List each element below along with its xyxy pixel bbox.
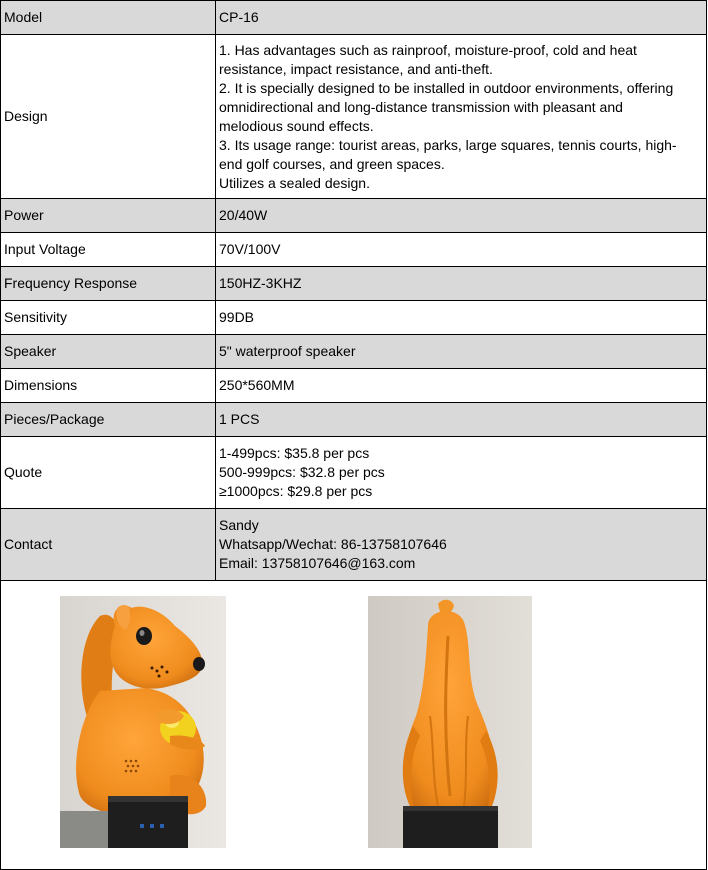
row-dimensions bbox=[1, 369, 707, 403]
label-dimensions: Dimensions bbox=[1, 369, 216, 403]
value-speaker: 5" waterproof speaker bbox=[216, 335, 707, 369]
row-sensitivity bbox=[1, 301, 707, 335]
value-pieces-package: 1 PCS bbox=[216, 403, 707, 437]
squirrel-speaker-back-photo bbox=[368, 596, 532, 848]
photos-cell bbox=[1, 581, 707, 870]
label-sensitivity: Sensitivity bbox=[1, 301, 216, 335]
row-power bbox=[1, 199, 707, 233]
value-contact: Sandy Whatsapp/Wechat: 86-13758107646 Email: 13758107646@163.com bbox=[216, 509, 707, 581]
row-quote bbox=[1, 437, 707, 509]
label-quote: Quote bbox=[1, 437, 216, 509]
label-design: Design bbox=[1, 35, 216, 199]
value-quote: 1-499pcs: $35.8 per pcs 500-999pcs: $32.8 per pcs ≥1000pcs: $29.8 per pcs bbox=[216, 437, 707, 509]
label-model: Model bbox=[1, 1, 216, 35]
row-pieces-package bbox=[1, 403, 707, 437]
row-design bbox=[1, 35, 707, 199]
squirrel-speaker-front-photo bbox=[60, 596, 226, 848]
value-dimensions: 250*560MM bbox=[216, 369, 707, 403]
row-frequency-response bbox=[1, 267, 707, 301]
row-speaker bbox=[1, 335, 707, 369]
label-contact: Contact bbox=[1, 509, 216, 581]
row-photos bbox=[1, 581, 707, 870]
label-frequency-response: Frequency Response bbox=[1, 267, 216, 301]
label-input-voltage: Input Voltage bbox=[1, 233, 216, 267]
label-pieces-package: Pieces/Package bbox=[1, 403, 216, 437]
photos-container bbox=[4, 581, 706, 869]
squirrel-back-image bbox=[368, 596, 532, 848]
row-input-voltage bbox=[1, 233, 707, 267]
value-frequency-response: 150HZ-3KHZ bbox=[216, 267, 707, 301]
value-model: CP-16 bbox=[216, 1, 707, 35]
label-speaker: Speaker bbox=[1, 335, 216, 369]
value-design: 1. Has advantages such as rainproof, moisture-proof, cold and heat resistance, impact resistance, and anti-theft. 2. It is specially designed to be installed in outdoor environments, offering omnidirectional and long-distance transmission with pleasant and melodious sound effects. 3. Its usage range: tourist areas, parks, large squares, tennis courts, high- end golf courses, and green spaces. Utilizes a sealed design. bbox=[216, 35, 707, 199]
squirrel-front-image bbox=[60, 596, 226, 848]
value-sensitivity: 99DB bbox=[216, 301, 707, 335]
value-input-voltage: 70V/100V bbox=[216, 233, 707, 267]
value-power: 20/40W bbox=[216, 199, 707, 233]
row-contact bbox=[1, 509, 707, 581]
row-model bbox=[1, 1, 707, 35]
label-power: Power bbox=[1, 199, 216, 233]
